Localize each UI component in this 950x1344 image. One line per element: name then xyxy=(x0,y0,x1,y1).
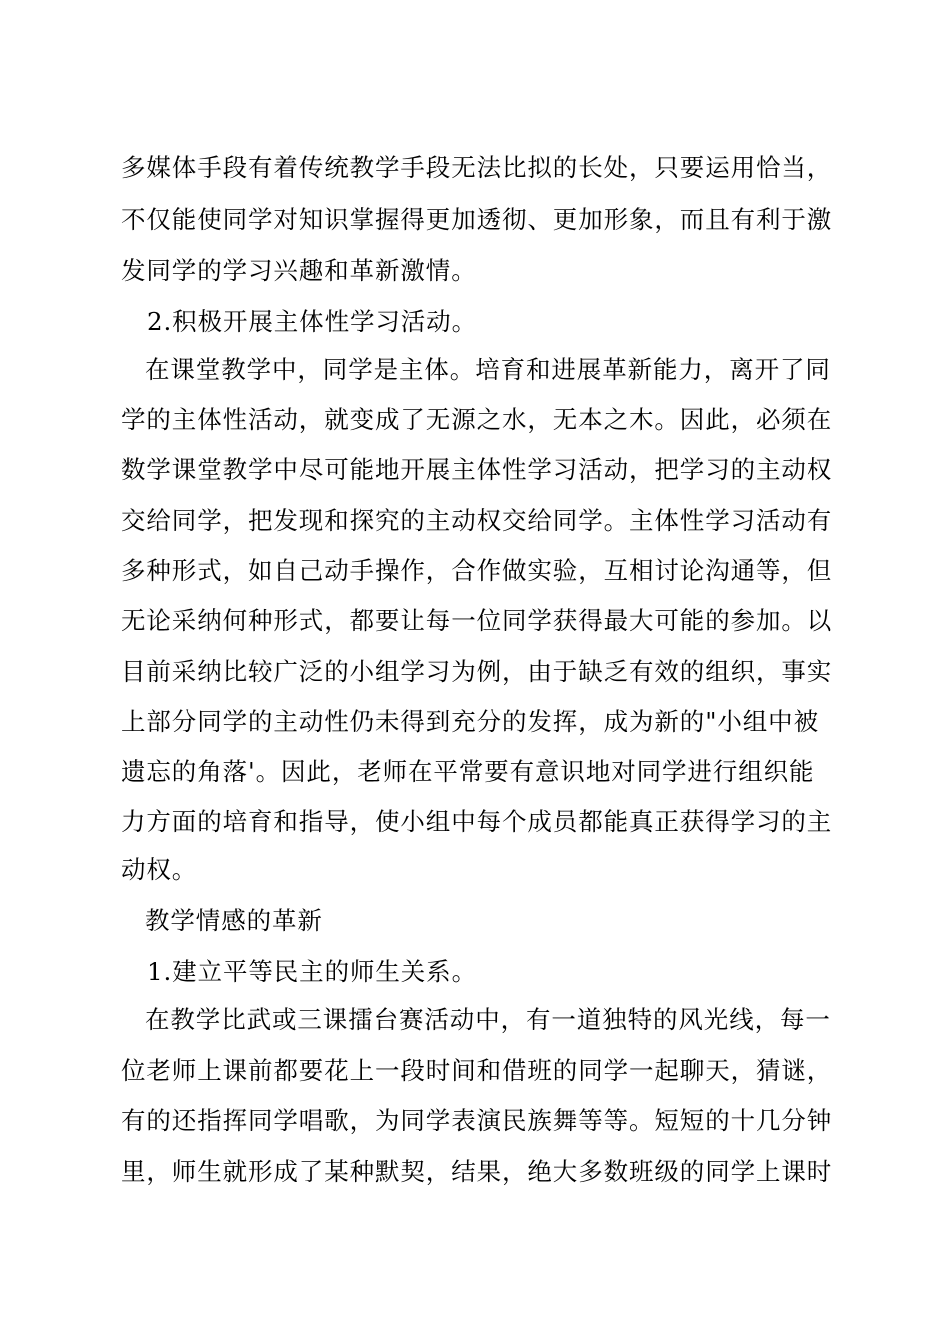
paragraph-line: 无论采纳何种形式，都要让每一位同学获得最大可能的参加。以 xyxy=(121,606,833,635)
paragraph-line: 有的还指挥同学唱歌，为同学表演民族舞等等。短短的十几分钟 xyxy=(121,1106,833,1135)
paragraph-line: 上部分同学的主动性仍未得到充分的发挥，成为新的"小组中被 xyxy=(121,707,819,736)
paragraph-line: 遗忘的角落'。因此，老师在平常要有意识地对同学进行组织能 xyxy=(121,757,815,786)
paragraph-line: 发同学的学习兴趣和革新激情。 xyxy=(121,256,477,285)
paragraph-line: 在教学比武或三课擂台赛活动中，有一道独特的风光线，每一 xyxy=(145,1005,831,1034)
section-heading-line: 1.建立平等民主的师生关系。 xyxy=(147,957,477,986)
paragraph-line: 数学课堂教学中尽可能地开展主体性学习活动，把学习的主动权 xyxy=(121,455,833,484)
section-heading-line: 2.积极开展主体性学习活动。 xyxy=(147,307,477,336)
section-heading-line: 教学情感的革新 xyxy=(145,906,323,935)
paragraph-line: 目前采纳比较广泛的小组学习为例，由于缺乏有效的组织，事实 xyxy=(121,657,833,686)
paragraph-line: 动权。 xyxy=(121,855,198,884)
paragraph-line: 里，师生就形成了某种默契，结果，绝大多数班级的同学上课时 xyxy=(121,1157,833,1186)
paragraph-line: 多媒体手段有着传统教学手段无法比拟的长处，只要运用恰当， xyxy=(121,153,833,182)
paragraph-line: 位老师上课前都要花上一段时间和借班的同学一起聊天，猜谜， xyxy=(121,1056,833,1085)
paragraph-line: 交给同学，把发现和探究的主动权交给同学。主体性学习活动有 xyxy=(121,506,833,535)
paragraph-line: 多种形式，如自己动手操作，合作做实验，互相讨论沟通等，但 xyxy=(121,556,833,585)
paragraph-line: 力方面的培育和指导，使小组中每个成员都能真正获得学习的主 xyxy=(121,807,833,836)
paragraph-line: 不仅能使同学对知识掌握得更加透彻、更加形象，而且有利于激 xyxy=(121,205,833,234)
paragraph-line: 在课堂教学中，同学是主体。培育和进展革新能力，离开了同 xyxy=(145,355,831,384)
paragraph-line: 学的主体性活动，就变成了无源之水，无本之木。因此，必须在 xyxy=(121,405,833,434)
